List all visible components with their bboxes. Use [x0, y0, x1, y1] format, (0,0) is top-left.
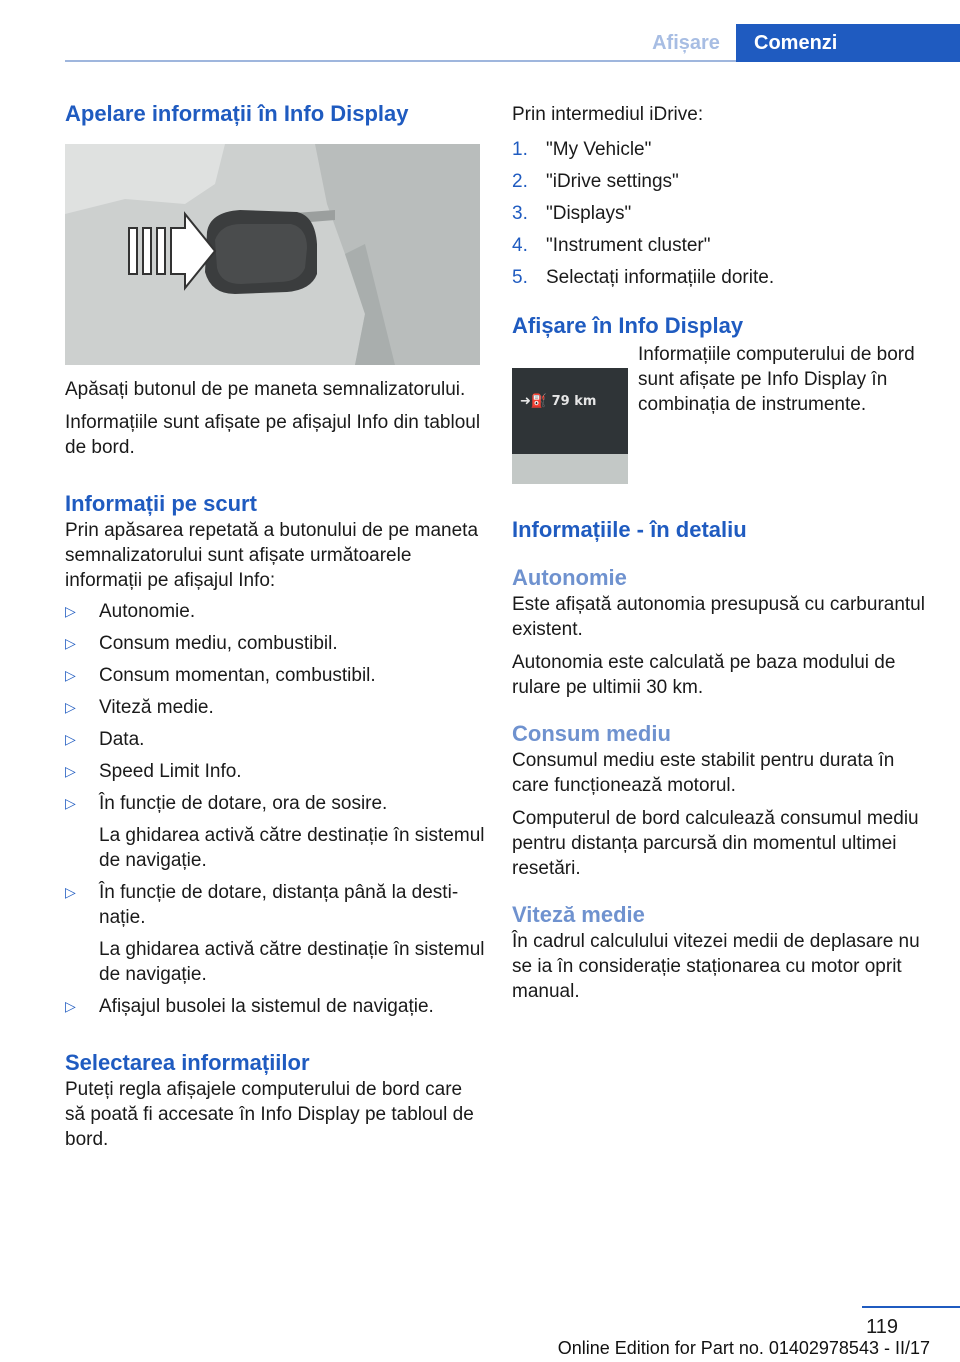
list-item-text: În funcție de dotare, ora de sosire.	[99, 793, 388, 814]
list-item	[65, 599, 485, 624]
info-display-screen	[512, 368, 628, 454]
paragraph-display: Informațiile computerului de bord sunt afișate pe Info Display în combinația de instrumente.	[638, 344, 915, 415]
section-title-call-info: Apelare informații în Info Display	[65, 101, 409, 126]
paragraph-range-2: Autonomia este calculată pe baza modului de rulare pe ultimii 30 km.	[512, 652, 896, 698]
page-number: 119	[866, 1316, 898, 1338]
triangle-bullet-icon: ▷	[65, 635, 76, 651]
step-text: Selectați informațiile dorite.	[546, 267, 775, 288]
list-item	[65, 695, 485, 720]
paragraph-info-displayed: Informațiile sunt afișate pe afișajul Info din tabloul de bord.	[65, 412, 481, 458]
list-item	[512, 233, 932, 258]
paragraph-consumption-2: Computerul de bord calculează consumul mediu pentru distanța parcursă din momentul ultimei resetări.	[512, 808, 919, 879]
step-text: "My Vehicle"	[546, 139, 652, 160]
triangle-bullet-icon: ▷	[65, 731, 76, 747]
list-item-text: În funcție de dotare, distanța până la destinație.	[99, 882, 459, 928]
turn-signal-lever-figure	[65, 144, 480, 365]
step-text: "Instrument cluster"	[546, 235, 711, 256]
paragraph-idrive-intro: Prin intermediul iDrive:	[512, 104, 704, 125]
triangle-bullet-icon: ▷	[65, 884, 76, 900]
triangle-bullet-icon: ▷	[65, 603, 76, 619]
paragraph-short-intro: Prin apăsarea repetată a butonului de pe maneta semnalizatorului sunt afișate următoarele informații pe afișajul Info:	[65, 520, 479, 591]
section-title-details: Informațiile - în detaliu	[512, 517, 747, 542]
list-item	[65, 994, 485, 1019]
subsection-title-avg-speed: Viteză medie	[512, 902, 645, 927]
paragraph-avg-speed: În cadrul calculului vitezei medii de deplasare nu se ia în considerație staționarea cu motor oprit manual.	[512, 931, 920, 1002]
step-number: 2.	[512, 171, 528, 192]
edition-footer: Online Edition for Part no. 01402978543 - II/17	[557, 1338, 930, 1358]
subsection-title-range: Autonomie	[512, 565, 627, 590]
info-display-bezel	[512, 454, 628, 484]
list-item	[65, 759, 485, 784]
header-section-label: Afișare	[652, 32, 720, 54]
list-item	[65, 663, 485, 688]
idrive-steps-list	[512, 137, 932, 290]
step-number: 5.	[512, 267, 528, 288]
info-items-list	[65, 599, 485, 1019]
step-text: "iDrive settings"	[546, 171, 679, 192]
section-title-short-info: Informații pe scurt	[65, 491, 257, 516]
section-title-display: Afișare în Info Display	[512, 313, 744, 338]
paragraph-range-1: Este afișată autonomia presupusă cu carburantul existent.	[512, 594, 925, 640]
triangle-bullet-icon: ▷	[65, 763, 76, 779]
list-item-text: Consum momentan, combustibil.	[99, 665, 376, 686]
footer-rule	[862, 1306, 960, 1308]
step-number: 4.	[512, 235, 528, 256]
list-item	[512, 137, 932, 162]
list-item	[512, 265, 932, 290]
list-item-text: Afișajul busolei la sistemul de navigație.	[99, 996, 434, 1017]
header-chapter-tab[interactable]: Comenzi	[736, 24, 960, 62]
triangle-bullet-icon: ▷	[65, 699, 76, 715]
triangle-bullet-icon: ▷	[65, 998, 76, 1014]
step-text: "Displays"	[546, 203, 632, 224]
display-row	[512, 342, 932, 484]
fuel-pump-icon: ➜⛽	[520, 394, 548, 409]
turn-signal-lever-illustration	[65, 144, 480, 365]
step-number: 3.	[512, 203, 528, 224]
range-reading	[520, 394, 596, 409]
paragraph-consumption-1: Consumul mediu este stabilit pentru durata în care funcționează motorul.	[512, 750, 895, 796]
list-item-text: Autonomie.	[99, 601, 196, 622]
list-item-text: Viteză medie.	[99, 697, 214, 718]
list-item-text: Speed Limit Info.	[99, 761, 242, 782]
subsection-title-consumption: Consum mediu	[512, 721, 671, 746]
list-item	[512, 169, 932, 194]
list-item	[65, 631, 485, 656]
range-value: 79 km	[551, 394, 597, 409]
triangle-bullet-icon: ▷	[65, 667, 76, 683]
right-column	[512, 100, 932, 1004]
info-display-image	[512, 368, 628, 484]
paragraph-press-button: Apăsați butonul de pe maneta semnalizatorului.	[65, 379, 466, 400]
list-item	[65, 880, 485, 987]
list-item-subtext: La ghidarea activă către destinație în sistemul de navigație.	[99, 939, 485, 985]
section-title-select-info: Selectarea informațiilor	[65, 1050, 310, 1075]
list-item-text: Consum mediu, combustibil.	[99, 633, 338, 654]
left-column	[65, 100, 485, 1152]
triangle-bullet-icon: ▷	[65, 795, 76, 811]
list-item	[65, 727, 485, 752]
step-number: 1.	[512, 139, 528, 160]
list-item	[65, 791, 485, 873]
paragraph-select-info: Puteți regla afișajele computerului de bord care să poată fi accesate în Info Display pe tabloul de bord.	[65, 1079, 474, 1150]
list-item-subtext: La ghidarea activă către destinație în sistemul de navigație.	[99, 825, 485, 871]
list-item	[512, 201, 932, 226]
list-item-text: Data.	[99, 729, 145, 750]
